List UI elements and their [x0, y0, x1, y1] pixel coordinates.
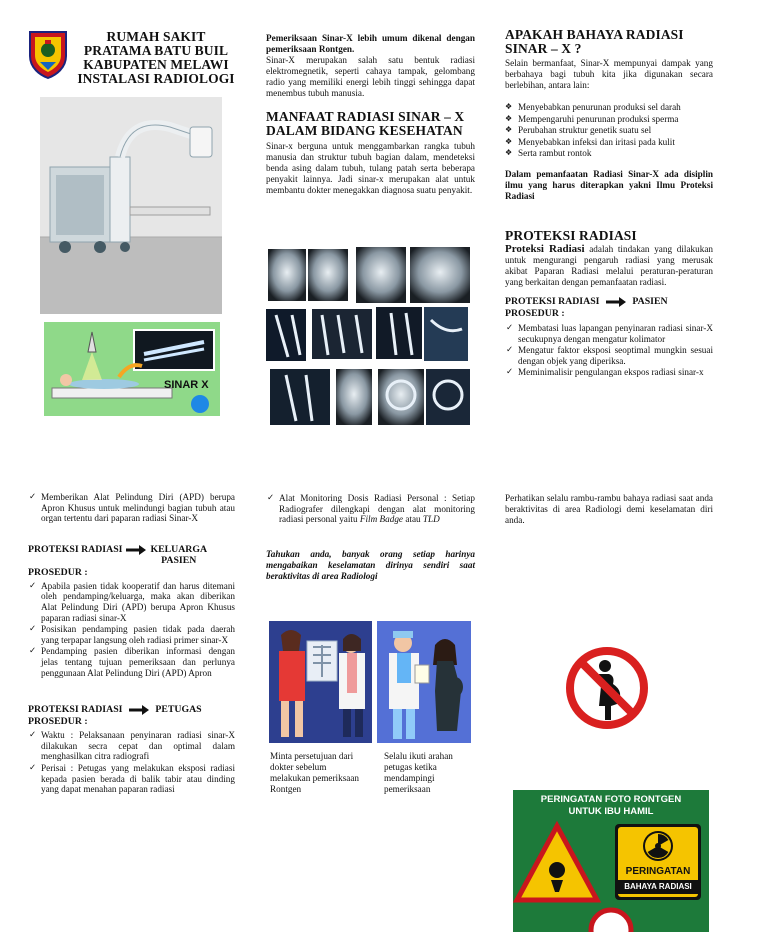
arrow-right-icon — [129, 705, 149, 715]
pasien-list — [505, 323, 713, 378]
no-pregnant-sign-icon — [565, 646, 649, 730]
title-line-4: INSTALASI RADIOLOGI — [77, 71, 235, 86]
keluarga-list — [28, 581, 235, 678]
poster-title-2: UNTUK IBU HAMIL — [568, 806, 654, 817]
intro-text: Sinar-X merupakan salah satu bentuk radiasi elektromegnetik, seperti cahaya tampak, gelombang radio yang memiliki energi lebih tinggi sehingga dapat menembus tubuh manusia. — [266, 55, 475, 98]
sign-text-2: BAHAYA RADIASI — [618, 880, 698, 894]
radiation-sign — [615, 824, 701, 900]
caption-2: Selalu ikuti arahan petugas ketika mendampingi pemeriksaan — [384, 751, 453, 794]
tahukan-text: Tahukan anda, banyak orang setiap harinya mengabaikan keselamatan dirinya sendiri saat beraktivitas di area Radiologi — [266, 548, 475, 581]
dalam-bold: Dalam pemanfaatan Radiasi Sinar-X ada disiplin ilmu yang harus diterapkan yakni Ilmu Proteksi Radiasi — [505, 168, 713, 201]
bahaya-list — [505, 102, 713, 159]
poster-title-1: PERINGATAN FOTO RONTGEN — [540, 794, 682, 805]
arrow-right-icon — [606, 297, 626, 307]
sign-text-1: PERINGATAN — [625, 866, 691, 877]
list-item: ✓ Membatasi luas lapangan penyinaran radiasi sinar-X secukupnya dengan mengatur kolimator — [505, 323, 713, 344]
hospital-logo — [26, 28, 70, 80]
proteksi-keluarga-heading — [28, 544, 235, 567]
prosedur-label: PROSEDUR : — [505, 307, 565, 319]
warning-poster — [513, 790, 709, 932]
heading-left: PROTEKSI RADIASI — [505, 295, 600, 307]
proteksi-lead: Proteksi Radiasi — [505, 242, 585, 255]
heading-right: PETUGAS — [155, 704, 202, 716]
list-item: ✓ Waktu : Pelaksanaan penyinaran radiasi sinar-X dilakukan secra cepat dan optimal dalam menghasilkan citra radiografi — [28, 730, 235, 762]
column-5-bottom — [266, 493, 475, 582]
column-2-top — [266, 33, 475, 196]
heading-right: PASIEN — [632, 295, 668, 307]
sinar-x-label: SINAR X — [164, 379, 209, 391]
list-item: ✓ Perisai : Petugas yang melakukan eksposi radiasi kepada pasien berada di balik tabir atau dinding yang dapat menahan paparan radiasi — [28, 763, 235, 795]
intro-bold: Pemeriksaan Sinar-X lebih umum dikenal dengan pemeriksaan Rontgen. — [266, 33, 475, 54]
list-item: ❖ Menyebabkan penurunan produksi sel darah — [505, 102, 713, 113]
list-item: ❖ Perubahan struktur genetik suatu sel — [505, 125, 713, 136]
tld-text: TLD — [422, 514, 440, 525]
proteksi-title: PROTEKSI RADIASI — [505, 227, 637, 243]
column-4-bottom — [28, 492, 235, 796]
apd-list — [28, 492, 235, 524]
film-badge-text: Film Badge — [359, 514, 404, 525]
prosedur-label: PROSEDUR : — [28, 566, 88, 578]
title-line-2: PRATAMA BATU BUIL — [83, 43, 229, 58]
bahaya-title: APAKAH BAHAYA RADIASI SINAR – X ? — [505, 27, 684, 56]
xray-collage — [266, 245, 472, 427]
title-line-3: KABUPATEN MELAWI — [83, 57, 229, 72]
list-item: ✓ Pendamping pasien diberikan informasi dengan jelas tentang tujuan pemeriksaan dan perlunya penggunaan Alat Pelindung Diri (APD) Apron — [28, 646, 235, 678]
list-item: ✓ Meminimalisir pengulangan ekspos radiasi sinar-x — [505, 367, 713, 378]
list-item: ✓ Posisikan pendamping pasien tidak pada daerah yang terpapar langsung oleh radiasi primer sinar-X — [28, 624, 235, 645]
list-item: ❖ Serta rambut rontok — [505, 148, 713, 159]
doctor-patient-illustration — [269, 621, 372, 743]
bahaya-text: Selain bermanfaat, Sinar-X mempunyai dampak yang berbahaya bagi tubuh kita jika digunakan secara berlebihan, antara lain: — [505, 58, 713, 90]
manfaat-text: Sinar-x berguna untuk menggambarkan rangka tubuh manusia dan struktur tubuh bagian dalam, mendeteksi benda asing dalam tubuh, tulang patah serta beberapa penyakit lainnya. Jadi sinar-x merupakan alat untuk membantu dokter menegakkan diagnosa suatu penyakit. — [266, 141, 475, 195]
monitor-text: Alat Monitoring Dosis Radiasi Personal : Setiap Radiografer dilengkapi dengan alat monitoring radiasi personal yaitu — [279, 493, 475, 525]
prosedur-label: PROSEDUR : — [28, 716, 88, 728]
proteksi-petugas-heading — [28, 704, 235, 716]
manfaat-title: MANFAAT RADIASI SINAR – X DALAM BIDANG KESEHATAN — [266, 109, 465, 138]
list-item: ❖ Menyebabkan infeksi dan iritasi pada kulit — [505, 137, 713, 148]
monitor-list — [266, 493, 475, 525]
column-3-top — [505, 28, 713, 379]
perhatikan-text: Perhatikan selalu rambu-rambu bahaya radiasi saat anda beraktivitas di area Radiologi demi keselamatan diri anda. — [505, 493, 713, 525]
monitor-mid: atau — [403, 514, 423, 525]
sinar-x-illustration — [44, 322, 220, 416]
petugas-list — [28, 730, 235, 795]
heading-left: PROTEKSI RADIASI — [28, 543, 123, 555]
arrow-right-icon — [126, 545, 146, 555]
proteksi-pasien-heading — [505, 296, 713, 308]
proteksi-body: adalah tindakan yang dilakukan untuk mengurangi pengaruh radiasi yang merusak akibat Paparan Radiasi melalui peraturan-peraturan yang berkaitan dengan pemanfaatan radiasi. — [505, 243, 714, 287]
proteksi-text — [505, 244, 713, 288]
heading-left: PROTEKSI RADIASI — [28, 704, 123, 716]
list-item: ❖ Mempengaruhi penurunan produksi sperma — [505, 114, 713, 125]
title-line-1: RUMAH SAKIT — [106, 29, 206, 44]
heading-right-2: PASIEN — [161, 555, 197, 567]
xray-machine-photo — [40, 97, 222, 314]
doctor-pregnant-illustration — [377, 621, 471, 743]
radiation-icon — [642, 830, 674, 862]
list-item: ✓ Apabila pasien tidak kooperatif dan harus ditemani oleh pendamping/keluarga, maka akan diberikan Alat Pelindung Diri (APD) berupa Apron Khusus paparan radiasi sinar-X — [28, 581, 235, 623]
list-item — [266, 493, 475, 525]
hospital-title — [74, 30, 238, 86]
list-item: ✓ Mengatur faktor eksposi seoptimal mungkin sesuai dengan objek yang diperiksa. — [505, 345, 713, 366]
list-item: ✓ Memberikan Alat Pelindung Diri (APD) berupa Apron Khusus untuk melindungi bagian tubuh atau organ tertentu dari paparan radiasi Sinar-X — [28, 492, 235, 524]
heading-right-1: KELUARGA — [150, 543, 208, 555]
caption-1: Minta persetujuan dari dokter sebelum melakukan pemeriksaan Rontgen — [270, 751, 360, 794]
